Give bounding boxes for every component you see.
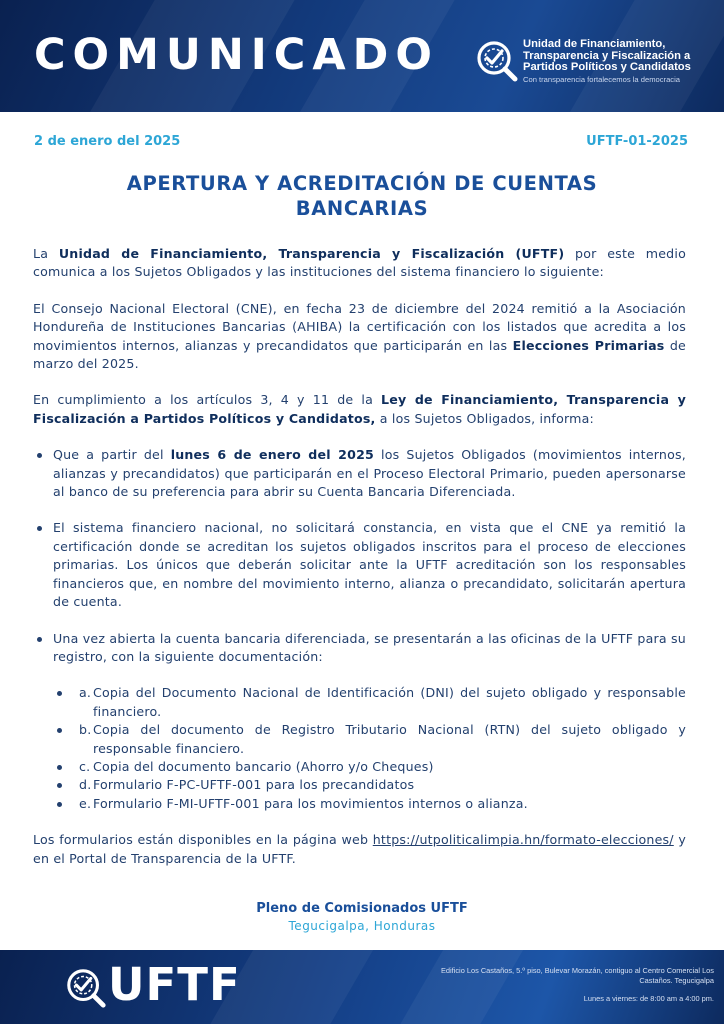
list-item-text: Que a partir del [53, 447, 171, 463]
org-name: Unidad de Financiamiento, Transparencia y Fiscalización a Partidos Políticos y Candidatos [523, 38, 691, 74]
paragraph-text: En cumplimiento a los artículos 3, 4 y 11 de la [33, 392, 382, 408]
document-item [53, 684, 686, 721]
list-item: El sistema financiero nacional, no solicitará constancia, en vista que el CNE ya remitió la certificación donde se acreditan los sujetos obligados inscritos para el proceso de elecciones primarias. Los únicos que deberán solicitar ante la UFTF acreditación son los responsables financieros que, en nombre del movimiento interno, alianza o precandidato, solicitarán apertura de cuenta. [33, 519, 686, 611]
list-item-text: Una vez abierta la cuenta bancaria diferenciada, se presentarán a las oficinas de la UFTF para su registro, con la siguiente documentación: [53, 630, 686, 664]
item-text: Formulario F-PC-UFTF-001 para los precandidatos [93, 777, 415, 793]
page-title: COMUNICADO [34, 30, 439, 80]
signer-name: Pleno de Comisionados UFTF [256, 901, 468, 916]
footer-banner [0, 950, 724, 1024]
paragraph-text: de marzo del 2025. [33, 337, 686, 372]
document-title: APERTURA Y ACREDITACIÓN DE CUENTAS BANCARIAS [126, 172, 598, 220]
paragraph-cne [33, 300, 686, 374]
footer-address: Edificio Los Castaños, 5.º piso, Bulevar Morazán, contiguo al Centro Comercial Los Castaños. Tegucigalpa [440, 966, 714, 985]
document-item [53, 776, 686, 794]
item-text: Copia del documento de Registro Tributario Nacional (RTN) del sujeto obligado y responsable financiero. [93, 722, 686, 756]
item-letter: b. [79, 722, 92, 738]
paragraph-text: El Consejo Nacional Electoral (CNE), en fecha 23 de diciembre del 2024 remitió a la Asociación Hondureña de Instituciones Bancarias (AHIBA) la certificación con los listados que acredita a los movimientos internos, alianzas y precandidatos que participarán en las [33, 300, 686, 353]
uftf-logo-icon [474, 38, 520, 84]
footer-decoration [391, 950, 529, 1024]
signer-place: Tegucigalpa, Honduras [288, 919, 436, 933]
list-item [33, 630, 686, 814]
item-text: Copia del documento bancario (Ahorro y/o Cheques) [93, 758, 434, 774]
forms-link[interactable]: https://utpoliticalimpia.hn/formato-elecciones/ [372, 832, 674, 848]
document-item [53, 795, 686, 813]
footer-hours: Lunes a viernes: de 8:00 am a 4:00 pm. [583, 994, 714, 1003]
paragraph-text: La [33, 246, 59, 261]
documents-list [53, 684, 686, 813]
paragraph-text: a los Sujetos Obligados, informa: [375, 410, 594, 426]
list-item-text: los Sujetos Obligados (movimientos internos, alianzas y precandidatos) que participarán en el Proceso Electoral Primario, pueden apersonarse al banco de su preferencia para abrir su Cuenta Bancaria Diferenciada. [53, 447, 686, 500]
paragraph-bold: Elecciones Primarias [512, 337, 665, 353]
document-date: 2 de enero del 2025 [34, 134, 181, 149]
item-text: Copia del Documento Nacional de Identificación (DNI) del sujeto obligado y responsable financiero. [93, 685, 686, 719]
document-body [33, 245, 686, 868]
item-letter: d. [79, 777, 92, 793]
document-reference: UFTF-01-2025 [586, 134, 688, 149]
paragraph-text: y en el Portal de Transparencia de la UFTF. [33, 832, 687, 866]
footer-brand: UFTF [108, 958, 241, 1011]
paragraph-law [33, 391, 686, 428]
bullet-list [33, 446, 686, 813]
paragraph-text: por este medio comunica a los Sujetos Obligados y las instituciones del sistema financiero lo siguiente: [33, 246, 686, 280]
paragraph-intro [33, 245, 686, 282]
item-letter: c. [79, 758, 91, 774]
list-item-bold: lunes 6 de enero del 2025 [170, 447, 375, 463]
item-letter: e. [79, 795, 92, 811]
uftf-logo-icon [64, 966, 108, 1010]
document-item [53, 721, 686, 758]
item-letter: a. [79, 685, 92, 701]
org-tagline: Con transparencia fortalecemos la democracia [523, 75, 681, 84]
paragraph-bold: Unidad de Financiamiento, Transparencia y Fiscalización (UFTF) [58, 246, 565, 261]
list-item [33, 446, 686, 501]
item-text: Formulario F-MI-UFTF-001 para los movimientos internos o alianza. [93, 795, 528, 811]
header-banner [0, 0, 724, 112]
paragraph-text: Los formularios están disponibles en la página web [33, 832, 373, 848]
document-item [53, 758, 686, 776]
paragraph-closing [33, 831, 686, 868]
paragraph-bold: Ley de Financiamiento, Transparencia y Fiscalización a Partidos Políticos y Candidatos, [33, 392, 686, 426]
